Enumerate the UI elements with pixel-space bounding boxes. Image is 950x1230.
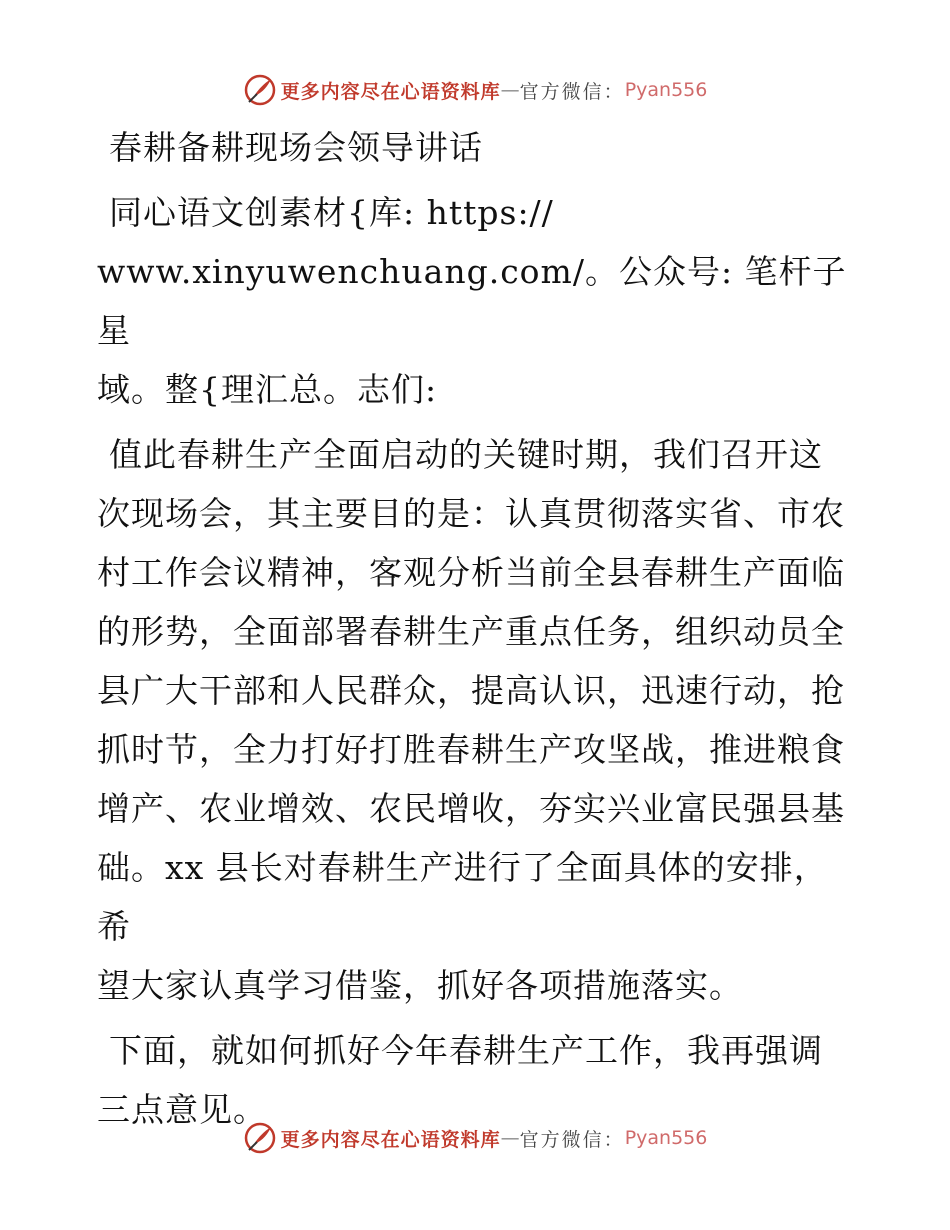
paragraph-line: 增产、农业增效、农民增收，夯实兴业富民强县基 <box>97 789 845 828</box>
paragraph-line: 三点意见。 <box>97 1090 267 1129</box>
header-watermark <box>0 70 950 110</box>
footer-watermark <box>0 1118 950 1158</box>
feather-quill-logo-icon <box>243 1121 277 1155</box>
paragraph-line: 村工作会议精神，客观分析当前全县春耕生产面临 <box>97 553 845 592</box>
paragraph-line: 次现场会，其主要目的是：认真贯彻落实省、市农 <box>97 494 845 533</box>
watermark-text: 更多内容尽在心语资料库 <box>280 80 501 103</box>
document-body <box>97 118 857 1139</box>
source-block <box>97 183 857 419</box>
paragraph-line: 下面，就如何抓好今年春耕生产工作，我再强调 <box>109 1031 823 1070</box>
source-line: 域。整{理汇总。志们: <box>97 370 438 409</box>
paragraph-line: 抓时节，全力打好打胜春耕生产攻坚战，推进粮食 <box>97 730 845 769</box>
source-line: www.xinyuwenchuang.com/。公众号: 笔杆子星 <box>97 252 847 350</box>
paragraph-line: 值此春耕生产全面启动的关键时期，我们召开这 <box>109 435 823 474</box>
watermark-dash: — <box>500 79 520 101</box>
watermark-dash: — <box>500 1127 520 1149</box>
feather-quill-logo-icon <box>243 73 277 107</box>
paragraph-line: 望大家认真学习借鉴，抓好各项措施落实。 <box>97 966 743 1005</box>
document-title: 春耕备耕现场会领导讲话 <box>109 128 483 167</box>
paragraph-line: 的形势，全面部署春耕生产重点任务，组织动员全 <box>97 612 845 651</box>
watermark-label: 官方微信： <box>519 80 625 103</box>
watermark-label: 官方微信： <box>519 1128 625 1151</box>
paragraph-1 <box>97 425 857 1015</box>
source-line: 同心语文创素材{库: https:// <box>109 193 554 232</box>
watermark-text: 更多内容尽在心语资料库 <box>280 1128 501 1151</box>
watermark-wechat-id: Pyan556 <box>624 1127 708 1149</box>
paragraph-line: 础。xx 县长对春耕生产进行了全面具体的安排，希 <box>97 848 828 946</box>
watermark-wechat-id: Pyan556 <box>624 79 708 101</box>
paragraph-line: 县广大干部和人民群众，提高认识，迅速行动，抢 <box>97 671 845 710</box>
